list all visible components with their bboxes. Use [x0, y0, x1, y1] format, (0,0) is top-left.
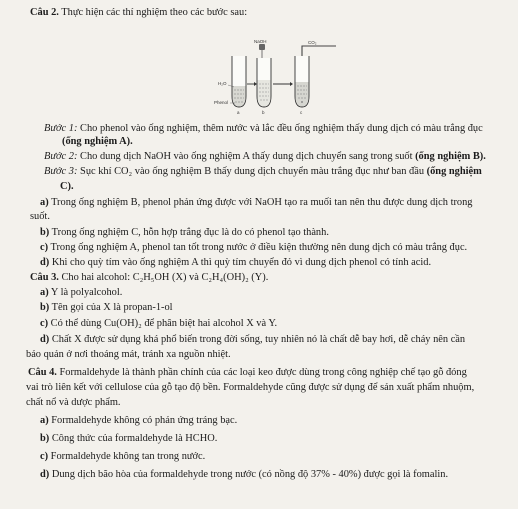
- test-tube-c: [295, 56, 309, 107]
- tube-a-label: a: [237, 110, 240, 115]
- q3-statement-b: b) Tên gọi của X là propan-1-ol: [40, 302, 173, 313]
- q3-statement-a: a) Y là polyalcohol.: [40, 287, 123, 298]
- q2-statement-c: c) Trong ống nghiệm A, phenol tan tốt trong nước ở điều kiện thường nên dung dịch có màu trắng đục.: [40, 242, 468, 253]
- water-label: H₂O: [218, 81, 227, 86]
- tube-b-label: b: [262, 110, 265, 115]
- tube-c-label: c: [300, 110, 303, 115]
- q2-step-1-tail: (ống nghiệm A).: [62, 136, 133, 147]
- naoh-label: NaOH: [254, 39, 267, 44]
- q2-title: Câu 2. Thực hiện các thí nghiệm theo các bước sau:: [30, 7, 248, 18]
- q4-line-2: vai trò liên kết với cellulose của gỗ tạo độ bền. Formaldehyde cũng được sử dụng để sản xuất phẩm nhuộm,: [26, 382, 475, 393]
- q3-title: Câu 3. Cho hai alcohol: C₂H₅OH (X) và C₂H₄(OH)₂ (Y).: [30, 272, 269, 283]
- q4-statement-b: b) Công thức của formaldehyde là HCHO.: [40, 433, 218, 444]
- q2-step-2: Bước 2: Cho dung dịch NaOH vào ống nghiệm A thấy dung dịch chuyển sang trong suốt (ống nghiệm B).: [44, 151, 486, 162]
- q4-statement-a: a) Formaldehyde không có phản ứng tráng bạc.: [40, 415, 238, 426]
- q2-step-1: Bước 1: Cho phenol vào ống nghiệm, thêm nước và lắc đều ống nghiệm thấy dung dịch có màu trắng đục: [44, 123, 483, 134]
- arrow-b-to-c: [273, 82, 293, 86]
- q3-statement-d: d) Chất X được sử dụng khá phổ biến trong đời sống, tuy nhiên nó là chất dễ bay hơi, dễ cháy nên cần: [40, 334, 466, 345]
- q2-statement-b: b) Trong ống nghiệm C, hỗn hợp trắng đục là do có phenol tạo thành.: [40, 227, 329, 238]
- q4-title: Câu 4. Formaldehyde là thành phần chính của các loại keo được dùng trong công nghiệp chế tạo gỗ đóng: [28, 367, 467, 378]
- q4-statement-d: d) Dung dịch bão hòa của formaldehyde trong nước (có nồng độ 37% - 40%) được gọi là fomalin.: [40, 469, 449, 480]
- q2-statement-d: d) Khi cho quỳ tím vào ống nghiệm A thì quỳ tím chuyển đỏ vì dung dịch phenol có tính acid.: [40, 257, 432, 268]
- q2-statement-a-tail: suốt.: [30, 211, 50, 222]
- q3-statement-c: c) Có thể dùng Cu(OH)₂ để phân biệt hai alcohol X và Y.: [40, 318, 278, 329]
- co2-label: CO₂: [308, 40, 317, 45]
- q2-step-3-tail: C).: [60, 181, 74, 192]
- test-tube-a: [232, 56, 246, 107]
- q2-statement-a: a) Trong ống nghiệm B, phenol phản ứng được với NaOH tạo ra muối tan nên thu được dung dịch trong: [40, 197, 473, 208]
- test-tube-b: [257, 58, 271, 107]
- q4-statement-c: c) Formaldehyde không tan trong nước.: [40, 451, 206, 462]
- phenol-label: Phenol: [214, 100, 229, 105]
- q2-step-3: Bước 3: Sục khí CO₂ vào ống nghiệm B thấy dung dịch chuyển màu trắng đục như ban đầu (ống nghiệm: [44, 166, 482, 177]
- arrow-a-to-b: [247, 82, 257, 86]
- q3-statement-d-tail: bảo quản ở nơi thoáng mát, tránh xa nguồn nhiệt.: [26, 349, 231, 360]
- q4-line-3: chất nổ và dược phẩm.: [26, 397, 121, 408]
